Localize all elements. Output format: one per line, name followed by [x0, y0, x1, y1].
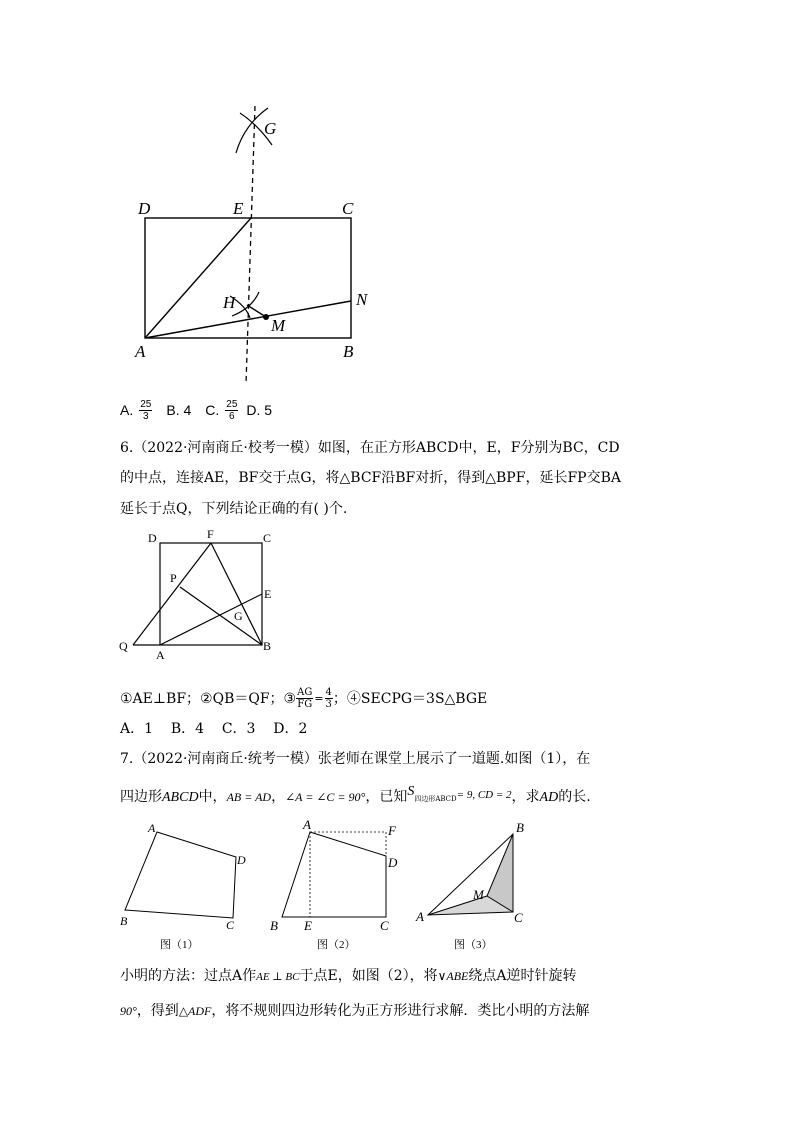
label-e: E — [264, 587, 272, 601]
q7-text: ，已知 — [365, 789, 408, 805]
q7-angle-condition: ∠A = ∠C = 90° — [285, 790, 366, 804]
segment-pb — [180, 587, 262, 645]
q7-text: 中， — [198, 789, 227, 805]
label-d: D — [388, 855, 398, 870]
segment-qf — [133, 543, 211, 645]
q7-ae-perp-bc: AE ⊥ BC — [256, 971, 300, 983]
label-b: B — [343, 342, 354, 361]
figure-q7-3 — [410, 815, 540, 955]
label-c: C — [342, 199, 354, 218]
q7-ninety-degrees: 90° — [120, 1004, 137, 1018]
perpendicular-bisector — [246, 106, 255, 384]
q6-line-1: 6.（2022·河南商丘·校考一模）如图，在正方形ABCD中，E，F分别为BC，CD — [120, 440, 620, 456]
q7-line-1: 7.（2022·河南商丘·统考一模）张老师在课堂上展示了一道题.如图（1），在 — [120, 751, 591, 767]
q5-option-a-fraction: $\frac{25}{3}$ — [140, 398, 152, 422]
q6-line-2: 的中点，连接AE，BF交于点G，将△BCF沿BF对折，得到△BPF，延长FP交BA — [120, 470, 621, 486]
label-c: C — [263, 531, 272, 545]
label-g: G — [264, 119, 277, 138]
label-e: E — [304, 918, 312, 933]
q6-equals: = — [314, 691, 324, 705]
q7-text: 四边形 — [120, 789, 162, 805]
q7-ab-eq-ad: AB = AD — [226, 790, 272, 804]
figure-q7-2 — [262, 815, 412, 955]
segment-hm — [247, 305, 266, 317]
q7-triangle-adf: △ADF — [178, 1004, 212, 1018]
q5-option-c-fraction: $\frac{25}{6}$ — [226, 398, 238, 422]
segment-ae — [145, 218, 251, 338]
q7-area-condition: = 9, CD = 2 — [456, 789, 512, 801]
quadrilateral-abcd — [282, 832, 386, 917]
label-m: M — [473, 887, 484, 902]
q6-statements — [120, 680, 487, 716]
figure-q7-1 — [115, 815, 255, 955]
q7-line-2 — [120, 786, 591, 806]
label-f: F — [207, 527, 214, 541]
figure-q6 — [115, 525, 285, 665]
label-q: Q — [119, 639, 128, 653]
label-a: A — [303, 817, 311, 832]
q6-line-3: 延长于点Q，下列结论正确的有( )个. — [120, 501, 348, 517]
q7-line-4 — [120, 1000, 589, 1020]
label-d: D — [237, 853, 246, 867]
q7-triangle-abe: ∨ABE — [437, 969, 469, 983]
q5-option-a-label: A. — [120, 402, 134, 418]
figure-q5 — [120, 100, 390, 390]
label-d: D — [138, 199, 151, 218]
q6-options: A．1 B．4 C．3 D．2 — [120, 721, 308, 737]
q7-text: ， — [271, 789, 286, 805]
label-d: D — [148, 531, 157, 545]
q5-option-d: D. 5 — [246, 402, 273, 418]
segment-ae — [160, 594, 262, 645]
label-a: A — [156, 648, 165, 662]
q7-area-s: S — [407, 784, 415, 799]
caption-fig1: 图（1） — [160, 939, 199, 951]
q7-text: 于点E，如图（2），将 — [299, 968, 438, 984]
label-a: A — [135, 342, 146, 361]
label-g: G — [234, 609, 243, 623]
label-n: N — [356, 290, 368, 309]
label-c: C — [514, 910, 523, 925]
segment-fb — [211, 543, 262, 645]
q6-fraction-value: $\frac{4}{3}$ — [325, 686, 332, 710]
q5-option-b: B. 4 — [166, 402, 192, 418]
q7-abcd: ABCD — [162, 790, 199, 805]
label-p: P — [170, 571, 177, 585]
q7-line-3 — [120, 965, 577, 985]
point-m — [263, 314, 269, 320]
label-b: B — [263, 639, 272, 653]
label-a: A — [416, 909, 424, 924]
label-b: B — [516, 820, 524, 835]
q5-option-c-label: C. — [205, 402, 220, 418]
q7-text: 的长. — [558, 789, 591, 805]
caption-fig3: 图（3） — [454, 939, 493, 951]
label-c: C — [226, 918, 235, 932]
label-a: A — [148, 821, 156, 835]
q6-statement-4: ；④SECPG＝3S△BGE — [332, 691, 488, 707]
q7-text: ，将不规则四边形转化为正方形进行求解．类比小明的方法解 — [211, 1003, 590, 1019]
label-b: B — [120, 914, 128, 928]
q7-area-subscript: 四边形ABCD — [414, 795, 457, 803]
caption-fig2: 图（2） — [317, 939, 356, 951]
q5-options — [120, 392, 272, 428]
q6-statement-1-2: ①AE⊥BF；②QB＝QF；③ — [120, 691, 297, 707]
label-f: F — [388, 823, 396, 838]
label-m: M — [271, 316, 286, 335]
q7-ad: AD — [539, 790, 559, 805]
label-h: H — [223, 293, 236, 312]
q6-fraction-ag-fg: $\frac{AG}{FG}$ — [297, 686, 313, 710]
label-b: B — [270, 918, 278, 933]
q7-text: 小明的方法：过点A作 — [120, 968, 257, 984]
q7-text: ，求 — [511, 789, 540, 805]
label-c: C — [380, 918, 389, 933]
label-e: E — [233, 199, 244, 218]
q7-text: ，得到 — [136, 1003, 179, 1019]
arc-lower-2 — [232, 292, 259, 316]
quadrilateral-abcd — [125, 832, 236, 918]
square-abcd — [160, 543, 262, 645]
q7-text: 绕点A逆时针旋转 — [468, 968, 577, 984]
